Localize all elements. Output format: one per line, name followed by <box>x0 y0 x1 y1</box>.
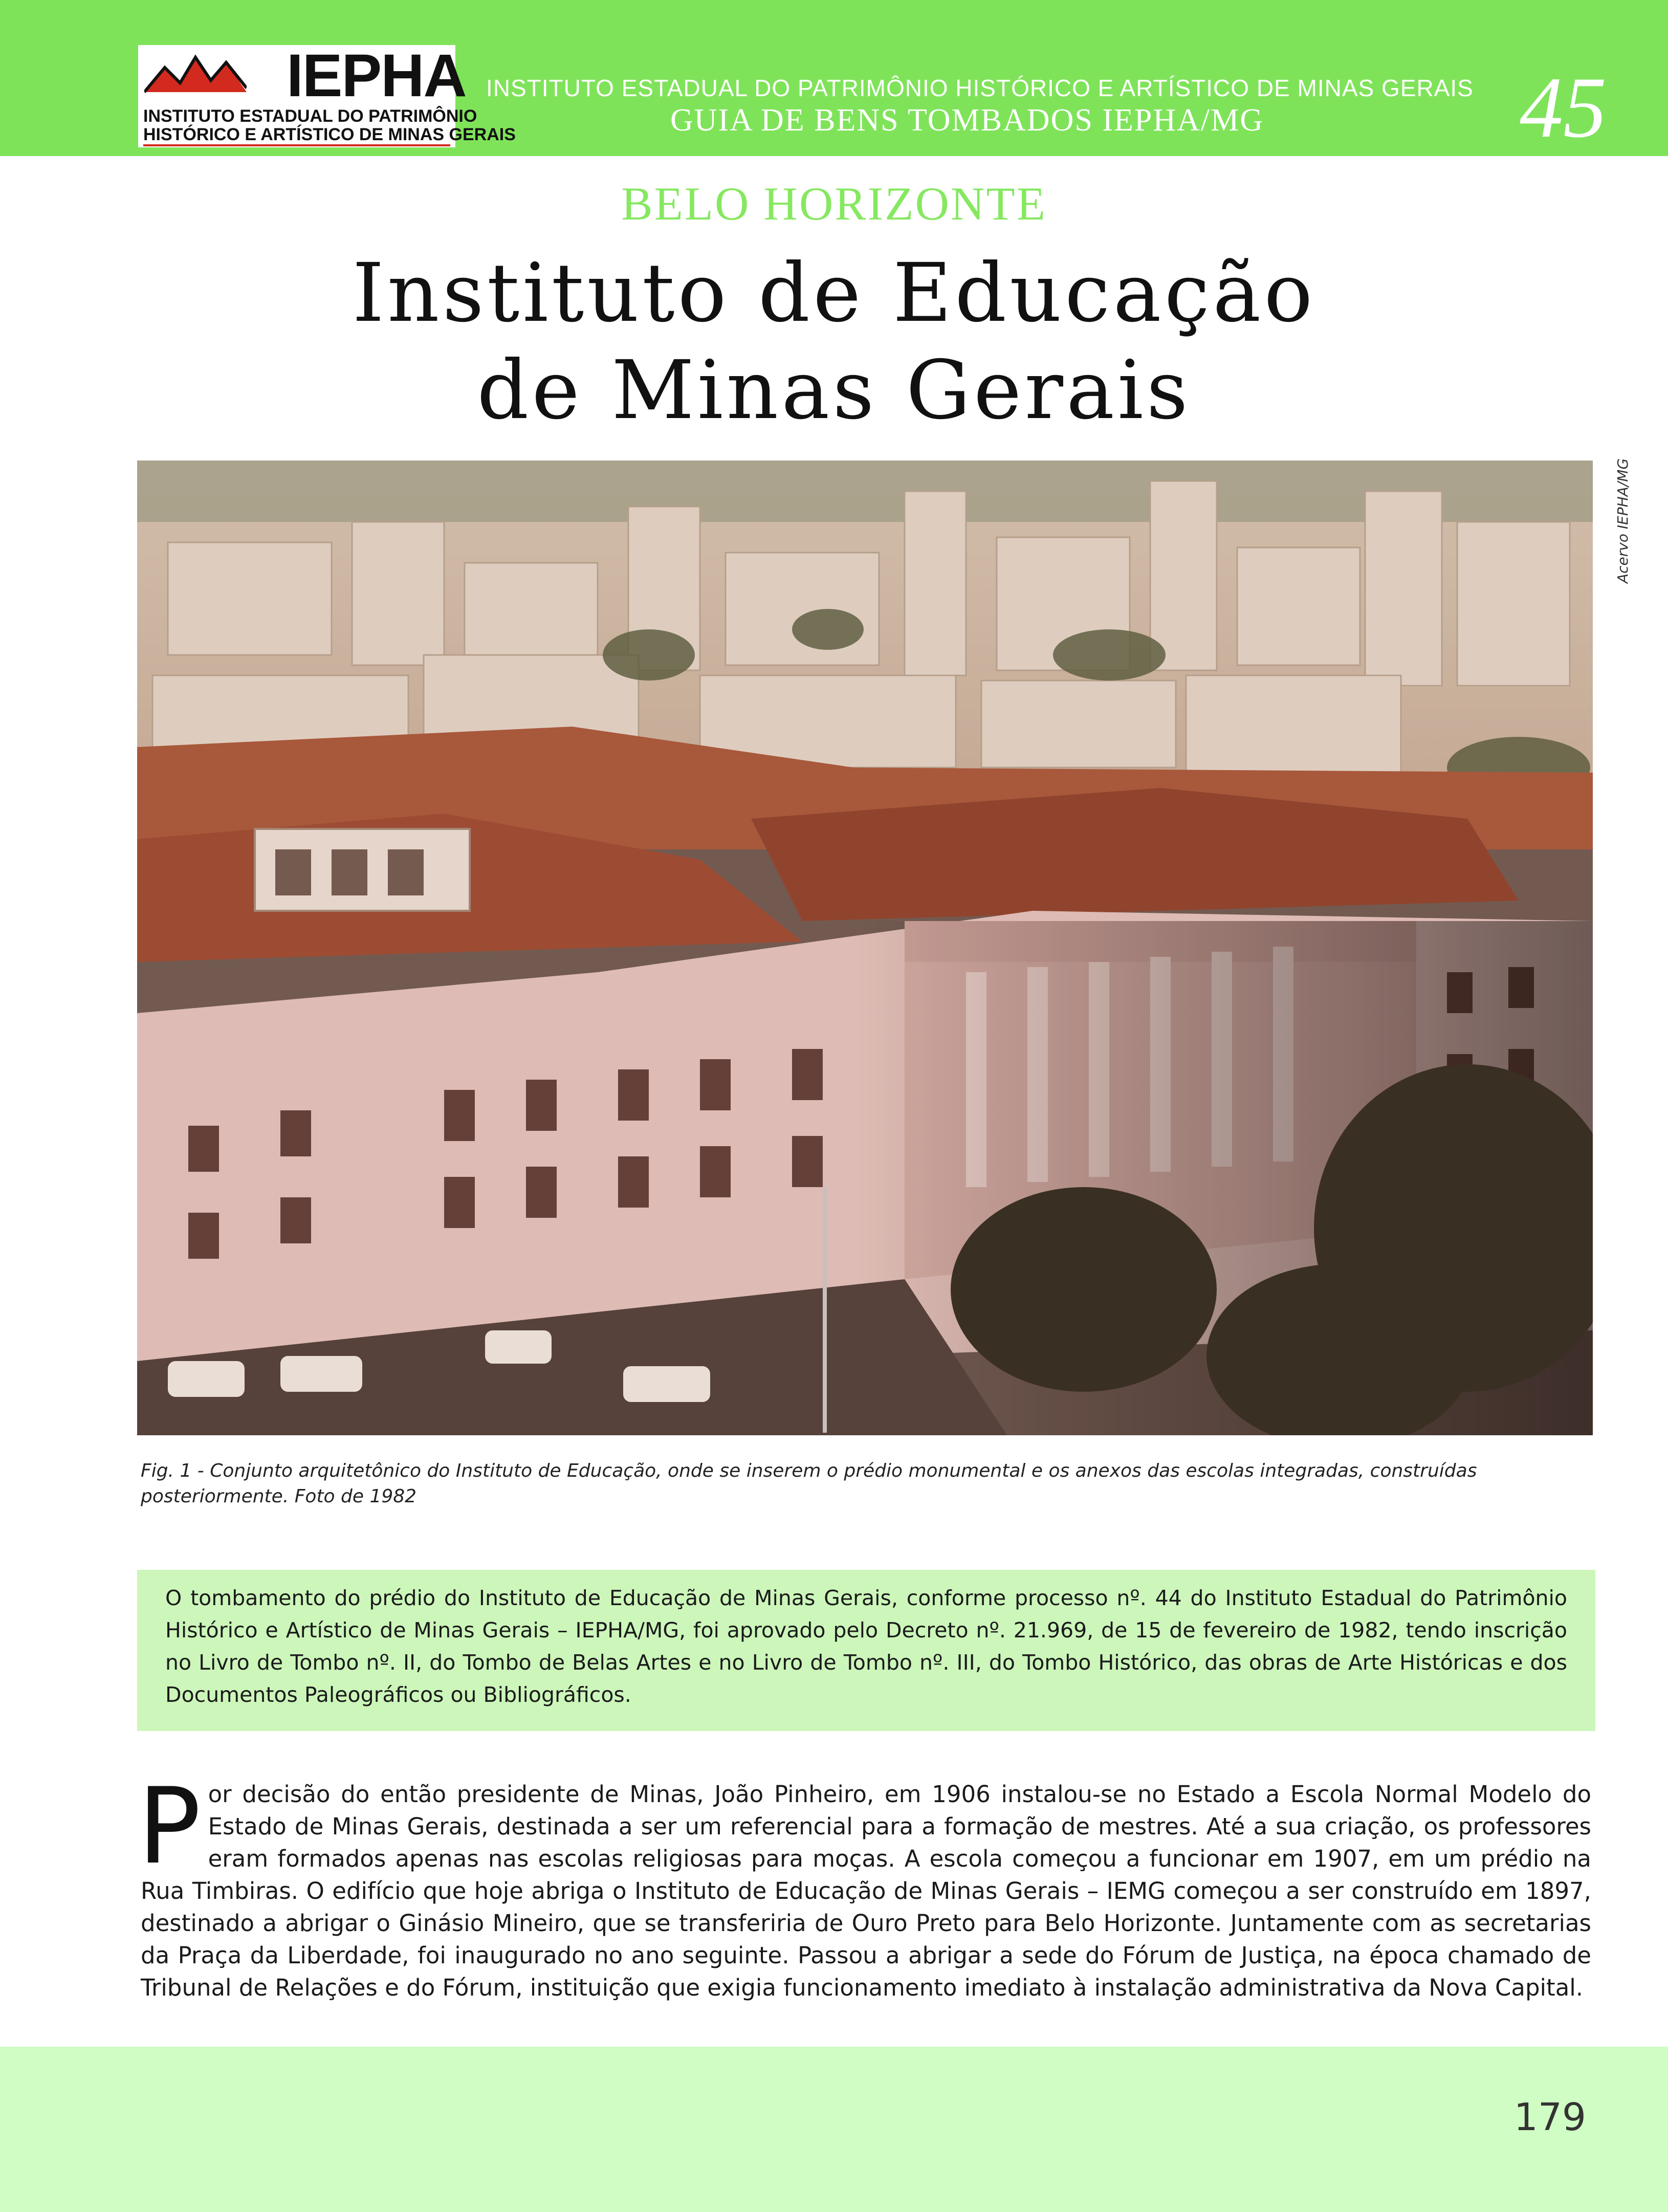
iepha-logo[interactable] <box>138 42 516 147</box>
title-line-1: Instituto de Educação <box>352 246 1316 340</box>
city-heading: BELO HORIZONTE <box>621 178 1047 230</box>
title-line-2: de Minas Gerais <box>477 343 1191 437</box>
page-title <box>0 245 1668 439</box>
page-number: 179 <box>1513 2095 1586 2139</box>
header-institute-name: INSTITUTO ESTADUAL DO PATRIMÔNIO HISTÓRICO E ARTÍSTICO DE MINAS GERAIS <box>486 75 1474 101</box>
figure-caption: Fig. 1 - Conjunto arquitetônico do Instituto de Educação, onde se inserem o prédio monumental e os anexos das escolas integradas, construídas posteriormente. Foto de 1982 <box>141 1460 1477 1507</box>
drop-cap: P <box>138 1766 201 1888</box>
photo-credit: Acervo IEPHA/MG <box>1614 458 1631 583</box>
body-text-content: or decisão do então presidente de Minas, João Pinheiro, em 1906 instalou-se no Estado a Escola Normal Modelo do Estado de Minas Gerais, destinada a ser um referencial para a formação de mestres. Até a sua criação, os professores eram formados apenas nas escolas religiosas para moças. A escola começou a funcionar em 1907, em um prédio na Rua Timbiras. O edifício que hoje abriga o Instituto de Educação de Minas Gerais – IEMG começou a ser construído em 1897, destinado a abrigar o Ginásio Mineiro, que se transferiria de Ouro Preto para Belo Horizonte. Juntamente com as secretarias da Praça da Liberdade, foi inaugurado no ano seguinte. Passou a abrigar a sede do Fórum de Justiça, na época chamado de Tribunal de Relações e do Fórum, instituição que exigia funcionamento imediato à instalação administrativa da Nova Capital. <box>141 1781 1591 2001</box>
building-photo <box>137 461 1593 1435</box>
header-guide-title: GUIA DE BENS TOMBADOS IEPHA/MG <box>670 103 1264 138</box>
logo-line-1: INSTITUTO ESTADUAL DO PATRIMÔNIO <box>143 106 477 126</box>
mountain-logo-icon <box>144 52 247 93</box>
body-paragraph <box>138 1766 1591 2004</box>
logo-underline <box>143 144 450 146</box>
logo-wordmark: IEPHA <box>287 42 466 109</box>
section-number: 45 <box>1520 59 1607 156</box>
building-photo-illustration <box>137 461 1593 1435</box>
footer-band <box>0 2047 1668 2212</box>
header-band <box>0 0 1668 156</box>
logo-line-2: HISTÓRICO E ARTÍSTICO DE MINAS GERAIS <box>143 125 516 144</box>
listing-notice-box: O tombamento do prédio do Instituto de Educação de Minas Gerais, conforme processo nº. 44 do Instituto Estadual do Patrimônio Histórico e Artístico de Minas Gerais – IEPHA/MG, foi aprovado pelo Decreto nº. 21.969, de 15 de fevereiro de 1982, tendo inscrição no Livro de Tombo nº. II, do Tombo de Belas Artes e no Livro de Tombo nº. III, do Tombo Histórico, das obras de Arte Históricas e dos Documentos Paleográficos ou Bibliográficos. <box>137 1570 1595 1731</box>
